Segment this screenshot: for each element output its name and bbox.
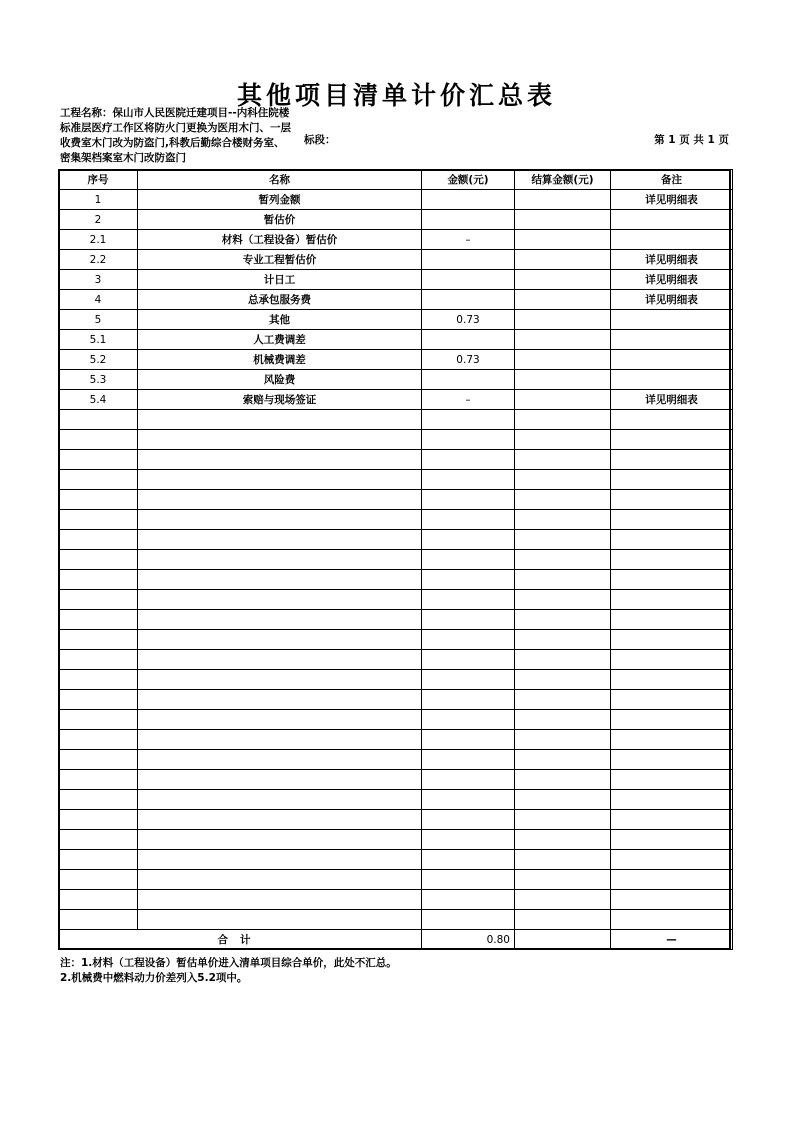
project-name-text: 工程名称：保山市人民医院迁建项目--内科住院楼标准层医疗工作区将防火门更换为医用木门、一层收费室木门改为防盗门,科教后勤综合楼财务室、密集架档案室木门改防盗门	[60, 107, 291, 164]
row-note: 详见明细表	[611, 250, 733, 270]
empty-cell	[611, 750, 733, 770]
empty-cell	[422, 490, 515, 510]
empty-row	[59, 710, 733, 730]
empty-cell	[611, 590, 733, 610]
empty-cell	[515, 690, 611, 710]
table-row	[59, 390, 733, 410]
empty-cell	[138, 570, 422, 590]
empty-cell	[422, 430, 515, 450]
empty-cell	[138, 450, 422, 470]
empty-cell	[138, 910, 422, 930]
empty-cell	[515, 890, 611, 910]
empty-row	[59, 810, 733, 830]
empty-cell	[138, 430, 422, 450]
empty-cell	[515, 450, 611, 470]
empty-cell	[515, 570, 611, 590]
empty-row	[59, 450, 733, 470]
row-no: 1	[59, 190, 138, 210]
empty-cell	[515, 870, 611, 890]
total-amount: 0.80	[422, 930, 515, 950]
empty-cell	[59, 790, 138, 810]
note-line: 注：1.材料（工程设备）暂估单价进入清单项目综合单价，此处不汇总。	[60, 957, 397, 969]
empty-cell	[611, 410, 733, 430]
row-settle	[515, 390, 611, 410]
empty-cell	[611, 850, 733, 870]
empty-row	[59, 790, 733, 810]
row-settle	[515, 250, 611, 270]
empty-cell	[138, 510, 422, 530]
empty-cell	[422, 450, 515, 470]
empty-cell	[138, 670, 422, 690]
empty-cell	[515, 790, 611, 810]
empty-row	[59, 430, 733, 450]
empty-row	[59, 630, 733, 650]
empty-cell	[59, 730, 138, 750]
table-row	[59, 230, 733, 250]
empty-cell	[138, 410, 422, 430]
empty-cell	[59, 430, 138, 450]
empty-cell	[138, 590, 422, 610]
row-settle	[515, 230, 611, 250]
summary-table	[58, 169, 733, 950]
empty-cell	[59, 570, 138, 590]
empty-cell	[59, 830, 138, 850]
empty-cell	[59, 410, 138, 430]
row-note: 详见明细表	[611, 290, 733, 310]
table-row	[59, 310, 733, 330]
empty-cell	[422, 910, 515, 930]
empty-cell	[515, 410, 611, 430]
empty-cell	[611, 490, 733, 510]
empty-row	[59, 870, 733, 890]
row-name: 暂估价	[138, 210, 422, 230]
note-line: 2.机械费中燃料动力价差列入5.2项中。	[60, 972, 248, 984]
empty-cell	[422, 670, 515, 690]
row-settle	[515, 270, 611, 290]
empty-row	[59, 510, 733, 530]
empty-cell	[515, 430, 611, 450]
empty-cell	[422, 530, 515, 550]
row-amount: 0.73	[422, 350, 515, 370]
row-name: 机械费调差	[138, 350, 422, 370]
empty-cell	[138, 710, 422, 730]
empty-cell	[59, 690, 138, 710]
empty-cell	[422, 570, 515, 590]
empty-cell	[611, 430, 733, 450]
empty-row	[59, 850, 733, 870]
empty-cell	[611, 550, 733, 570]
empty-cell	[515, 850, 611, 870]
row-settle	[515, 310, 611, 330]
row-amount	[422, 330, 515, 350]
empty-cell	[59, 510, 138, 530]
empty-cell	[515, 590, 611, 610]
empty-row	[59, 470, 733, 490]
project-name	[60, 106, 292, 166]
empty-cell	[138, 690, 422, 710]
empty-row	[59, 770, 733, 790]
empty-cell	[611, 830, 733, 850]
empty-row	[59, 750, 733, 770]
empty-cell	[515, 670, 611, 690]
row-note: 详见明细表	[611, 270, 733, 290]
section-label: 标段：	[304, 134, 336, 146]
empty-cell	[138, 770, 422, 790]
empty-cell	[59, 450, 138, 470]
row-no: 2.2	[59, 250, 138, 270]
empty-cell	[515, 490, 611, 510]
row-amount	[422, 210, 515, 230]
row-amount	[422, 190, 515, 210]
empty-row	[59, 690, 733, 710]
empty-cell	[59, 770, 138, 790]
empty-cell	[422, 510, 515, 530]
empty-cell	[611, 470, 733, 490]
row-name: 人工费调差	[138, 330, 422, 350]
empty-cell	[59, 870, 138, 890]
empty-row	[59, 610, 733, 630]
page-info: 第 1 页 共 1 页	[654, 134, 729, 146]
empty-cell	[138, 490, 422, 510]
empty-cell	[422, 790, 515, 810]
empty-row	[59, 890, 733, 910]
empty-cell	[138, 630, 422, 650]
empty-cell	[422, 730, 515, 750]
empty-row	[59, 650, 733, 670]
row-note	[611, 370, 733, 390]
empty-cell	[138, 550, 422, 570]
empty-cell	[59, 810, 138, 830]
empty-cell	[611, 870, 733, 890]
empty-cell	[611, 910, 733, 930]
empty-cell	[611, 770, 733, 790]
row-name: 其他	[138, 310, 422, 330]
empty-cell	[515, 730, 611, 750]
table-row	[59, 250, 733, 270]
empty-cell	[59, 530, 138, 550]
empty-cell	[422, 630, 515, 650]
empty-cell	[611, 690, 733, 710]
row-amount: –	[422, 390, 515, 410]
empty-cell	[515, 630, 611, 650]
empty-cell	[138, 750, 422, 770]
row-no: 2.1	[59, 230, 138, 250]
empty-cell	[611, 650, 733, 670]
empty-cell	[138, 830, 422, 850]
empty-cell	[138, 610, 422, 630]
empty-cell	[422, 810, 515, 830]
row-no: 5.4	[59, 390, 138, 410]
empty-cell	[422, 690, 515, 710]
empty-cell	[59, 550, 138, 570]
table-row	[59, 290, 733, 310]
empty-cell	[422, 750, 515, 770]
empty-cell	[59, 850, 138, 870]
empty-cell	[138, 530, 422, 550]
row-name: 索赔与现场签证	[138, 390, 422, 410]
table-row	[59, 210, 733, 230]
empty-cell	[59, 470, 138, 490]
empty-cell	[611, 510, 733, 530]
empty-cell	[422, 410, 515, 430]
empty-cell	[59, 750, 138, 770]
empty-cell	[59, 590, 138, 610]
empty-cell	[422, 830, 515, 850]
table-row	[59, 190, 733, 210]
empty-cell	[422, 610, 515, 630]
empty-cell	[138, 650, 422, 670]
empty-row	[59, 550, 733, 570]
row-settle	[515, 350, 611, 370]
empty-row	[59, 670, 733, 690]
row-name: 总承包服务费	[138, 290, 422, 310]
empty-cell	[611, 810, 733, 830]
empty-cell	[515, 610, 611, 630]
total-note: —	[611, 930, 733, 950]
empty-cell	[59, 630, 138, 650]
empty-cell	[59, 490, 138, 510]
empty-row	[59, 910, 733, 930]
row-name: 暂列金额	[138, 190, 422, 210]
row-no: 2	[59, 210, 138, 230]
empty-cell	[138, 470, 422, 490]
empty-row	[59, 490, 733, 510]
empty-row	[59, 530, 733, 550]
row-settle	[515, 330, 611, 350]
notes	[60, 956, 397, 986]
empty-cell	[59, 650, 138, 670]
empty-cell	[611, 710, 733, 730]
row-note: 详见明细表	[611, 390, 733, 410]
empty-cell	[138, 810, 422, 830]
empty-cell	[611, 730, 733, 750]
total-settle	[515, 930, 611, 950]
empty-row	[59, 590, 733, 610]
empty-cell	[422, 650, 515, 670]
empty-cell	[611, 630, 733, 650]
empty-cell	[59, 710, 138, 730]
row-note	[611, 210, 733, 230]
empty-cell	[138, 730, 422, 750]
table-row	[59, 330, 733, 350]
empty-cell	[138, 890, 422, 910]
row-no: 5.3	[59, 370, 138, 390]
empty-cell	[422, 890, 515, 910]
header-amount: 金额(元)	[422, 170, 515, 190]
row-no: 5.2	[59, 350, 138, 370]
header-note: 备注	[611, 170, 733, 190]
empty-cell	[611, 890, 733, 910]
row-amount: –	[422, 230, 515, 250]
empty-cell	[515, 550, 611, 570]
empty-cell	[515, 710, 611, 730]
empty-cell	[515, 470, 611, 490]
empty-cell	[422, 770, 515, 790]
empty-cell	[611, 610, 733, 630]
empty-cell	[59, 610, 138, 630]
row-name: 计日工	[138, 270, 422, 290]
empty-cell	[611, 790, 733, 810]
empty-cell	[611, 670, 733, 690]
empty-cell	[515, 830, 611, 850]
total-row	[59, 930, 733, 950]
page-title: 其他项目清单计价汇总表	[236, 81, 556, 110]
empty-cell	[422, 710, 515, 730]
empty-row	[59, 730, 733, 750]
row-name: 专业工程暂估价	[138, 250, 422, 270]
row-settle	[515, 290, 611, 310]
row-settle	[515, 370, 611, 390]
total-label: 合计	[59, 930, 422, 950]
table-header-row	[59, 170, 733, 190]
header-name: 名称	[138, 170, 422, 190]
empty-cell	[515, 650, 611, 670]
empty-cell	[422, 550, 515, 570]
empty-cell	[515, 530, 611, 550]
empty-cell	[422, 850, 515, 870]
empty-cell	[515, 810, 611, 830]
row-name: 材料（工程设备）暂估价	[138, 230, 422, 250]
row-no: 5.1	[59, 330, 138, 350]
row-settle	[515, 210, 611, 230]
empty-row	[59, 410, 733, 430]
row-note	[611, 350, 733, 370]
empty-cell	[515, 910, 611, 930]
header-settle: 结算金额(元)	[515, 170, 611, 190]
empty-row	[59, 830, 733, 850]
row-name: 风险费	[138, 370, 422, 390]
empty-cell	[422, 470, 515, 490]
empty-cell	[59, 670, 138, 690]
row-note: 详见明细表	[611, 190, 733, 210]
empty-cell	[138, 850, 422, 870]
empty-cell	[59, 890, 138, 910]
empty-cell	[422, 870, 515, 890]
table-row	[59, 350, 733, 370]
row-amount	[422, 250, 515, 270]
header-no: 序号	[59, 170, 138, 190]
empty-cell	[611, 450, 733, 470]
empty-cell	[611, 530, 733, 550]
row-amount	[422, 270, 515, 290]
row-settle	[515, 190, 611, 210]
empty-cell	[515, 510, 611, 530]
row-note	[611, 230, 733, 250]
row-no: 3	[59, 270, 138, 290]
row-no: 4	[59, 290, 138, 310]
empty-cell	[138, 790, 422, 810]
row-amount	[422, 290, 515, 310]
row-amount: 0.73	[422, 310, 515, 330]
empty-cell	[515, 750, 611, 770]
table-row	[59, 270, 733, 290]
empty-cell	[59, 910, 138, 930]
row-note	[611, 310, 733, 330]
row-no: 5	[59, 310, 138, 330]
empty-row	[59, 570, 733, 590]
row-amount	[422, 370, 515, 390]
empty-cell	[422, 590, 515, 610]
table-row	[59, 370, 733, 390]
empty-cell	[515, 770, 611, 790]
empty-cell	[611, 570, 733, 590]
empty-cell	[138, 870, 422, 890]
row-note	[611, 330, 733, 350]
